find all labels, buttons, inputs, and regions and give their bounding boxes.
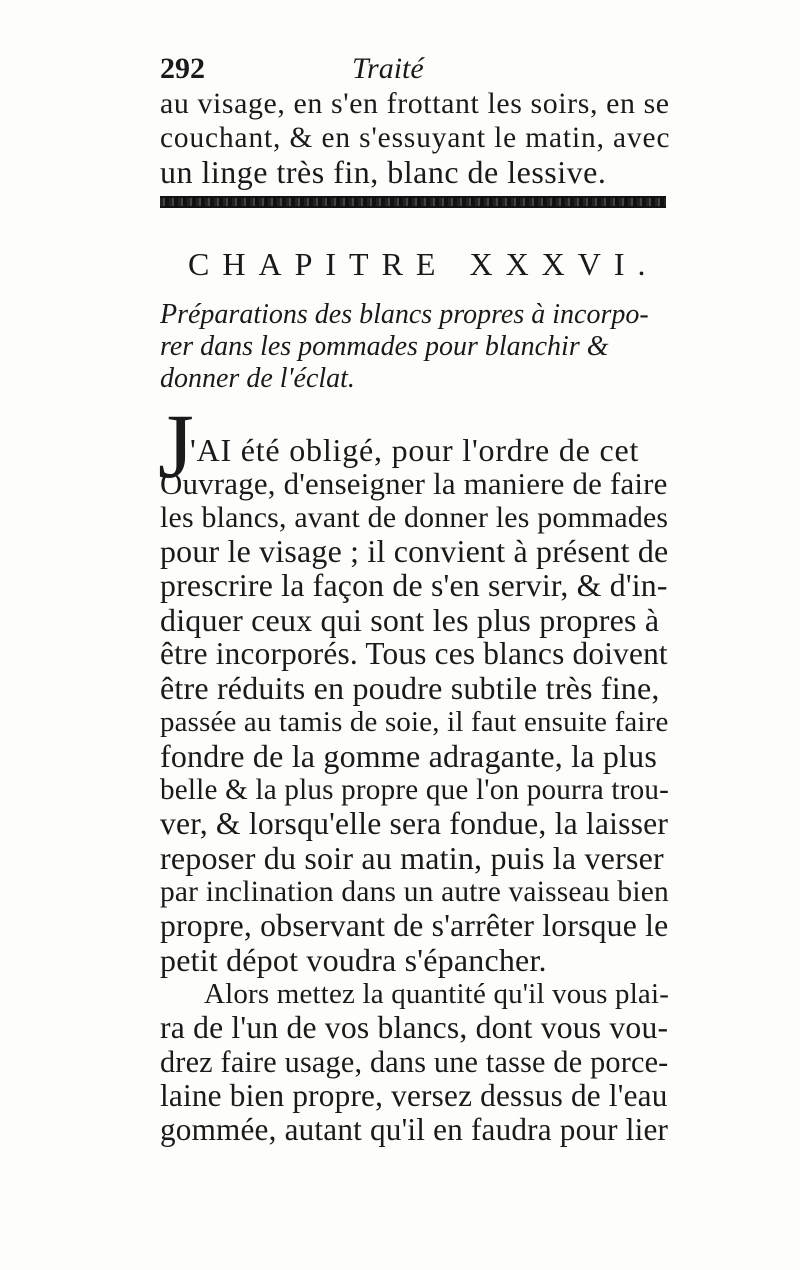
- body-line: propre, observant de s'arrêter lorsque le: [160, 908, 669, 943]
- page-number: 292: [160, 52, 205, 85]
- running-title: Traité: [352, 52, 424, 85]
- body-line: petit dépot voudra s'épancher.: [160, 942, 547, 978]
- running-head: [160, 52, 660, 88]
- body-line: Ouvrage, d'enseigner la maniere de faire: [160, 466, 668, 501]
- body-line: belle & la plus propre que l'on pourra trou-: [160, 774, 670, 806]
- body-line: ra de l'un de vos blancs, dont vous vou-: [160, 1010, 669, 1045]
- continuation-line: un linge très fin, blanc de lessive.: [160, 154, 607, 190]
- body-line: être incorporés. Tous ces blancs doivent: [160, 636, 668, 671]
- continuation-line: au visage, en s'en frottant les soirs, en se: [160, 87, 670, 120]
- body-line: drez faire usage, dans une tasse de porce-: [160, 1045, 669, 1079]
- chapter-subtitle-line: donner de l'éclat.: [160, 363, 355, 394]
- body-line: laine bien propre, versez dessus de l'eau: [160, 1078, 668, 1113]
- body-line: diquer ceux qui sont les plus propres à: [160, 602, 660, 638]
- chapter-heading: CHAPITRE XXXVI.: [188, 246, 659, 282]
- body-line: fondre de la gomme adragante, la plus: [160, 738, 657, 774]
- body-line: 'AI été obligé, pour l'ordre de cet: [190, 432, 640, 468]
- body-line: passée au tamis de soie, il faut ensuite faire: [160, 706, 669, 738]
- body-line: les blancs, avant de donner les pommades: [160, 501, 669, 534]
- drop-cap: J: [158, 395, 194, 497]
- body-line: reposer du soir au matin, puis la verser: [160, 840, 664, 876]
- ornamental-rule: [160, 196, 666, 208]
- body-line: gommée, autant qu'il en faudra pour lier: [160, 1112, 669, 1147]
- body-line: être réduits en poudre subtile très fine,: [160, 670, 660, 706]
- body-line: Alors mettez la quantité qu'il vous plai-: [204, 978, 670, 1010]
- body-line: ver, & lorsqu'elle sera fondue, la laisser: [160, 806, 669, 841]
- body-line: pour le visage ; il convient à présent de: [160, 534, 669, 569]
- body-line: prescrire la façon de s'en servir, & d'in-: [160, 568, 668, 603]
- chapter-subtitle-line: Préparations des blancs propres à incorpo-: [160, 299, 649, 330]
- chapter-subtitle-line: rer dans les pommades pour blanchir &: [160, 331, 609, 362]
- body-line: par inclination dans un autre vaisseau bien: [160, 876, 669, 908]
- continuation-line: couchant, & en s'essuyant le matin, avec: [160, 122, 671, 154]
